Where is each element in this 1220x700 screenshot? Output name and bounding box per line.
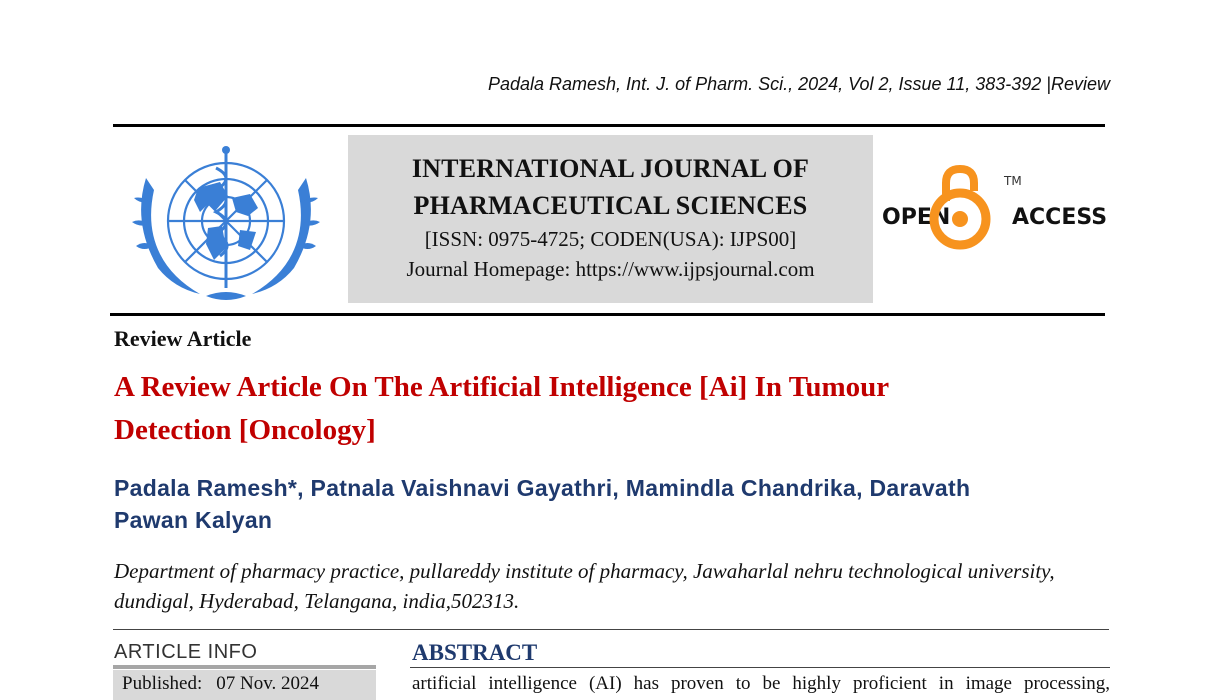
affiliation-line-1: Department of pharmacy practice, pullareddy institute of pharmacy, Jawaharlal nehru technological university, — [114, 559, 1055, 583]
published-label: Published: — [122, 673, 203, 694]
journal-identifiers: [ISSN: 0975-4725; CODEN(USA): IJPS00] — [424, 227, 797, 251]
published-date: 07 Nov. 2024 — [216, 673, 319, 694]
article-info-top-rule — [113, 629, 1109, 630]
journal-homepage-link[interactable]: Journal Homepage: https://www.ijpsjournal.com — [406, 257, 815, 281]
article-title-line-1: A Review Article On The Artificial Intelligence [Ai] In Tumour — [114, 371, 890, 403]
open-access-trademark: TM — [1004, 174, 1022, 188]
article-title-line-2: Detection [Oncology] — [114, 414, 376, 446]
journal-name-line-2: PHARMACEUTICAL SCIENCES — [413, 191, 808, 220]
article-info-divider — [113, 665, 376, 669]
published-date-box — [113, 670, 376, 700]
masthead-top-rule — [113, 124, 1105, 127]
abstract-text: artificial intelligence (AI) has proven to be highly proficient in image processing, — [412, 673, 1110, 694]
open-access-word-access: ACCESS — [1012, 205, 1108, 230]
affiliation-line-2: dundigal, Hyderabad, Telangana, india,502313. — [114, 589, 520, 613]
journal-name — [348, 150, 873, 224]
open-access-word-open: OPEN — [882, 205, 951, 230]
article-title — [114, 366, 1074, 452]
abstract-divider — [410, 667, 1110, 668]
masthead-bottom-rule — [110, 313, 1105, 316]
article-type-label: Review Article — [114, 326, 252, 351]
author-list-line-2: Pawan Kalyan — [114, 507, 273, 533]
journal-name-line-1: INTERNATIONAL JOURNAL OF — [411, 154, 810, 183]
who-emblem-icon — [128, 138, 324, 304]
article-info-heading: ARTICLE INFO — [114, 641, 258, 663]
running-header-citation: Padala Ramesh, Int. J. of Pharm. Sci., 2024, Vol 2, Issue 11, 383-392 |Review — [487, 74, 1110, 94]
author-list — [114, 472, 1104, 536]
abstract-heading: ABSTRACT — [412, 640, 538, 665]
journal-masthead-box — [348, 135, 873, 303]
open-access-lock-icon — [880, 165, 1110, 253]
author-list-line-1: Padala Ramesh*, Patnala Vaishnavi Gayathri, Mamindla Chandrika, Daravath — [114, 475, 971, 501]
author-affiliation — [114, 556, 1109, 616]
